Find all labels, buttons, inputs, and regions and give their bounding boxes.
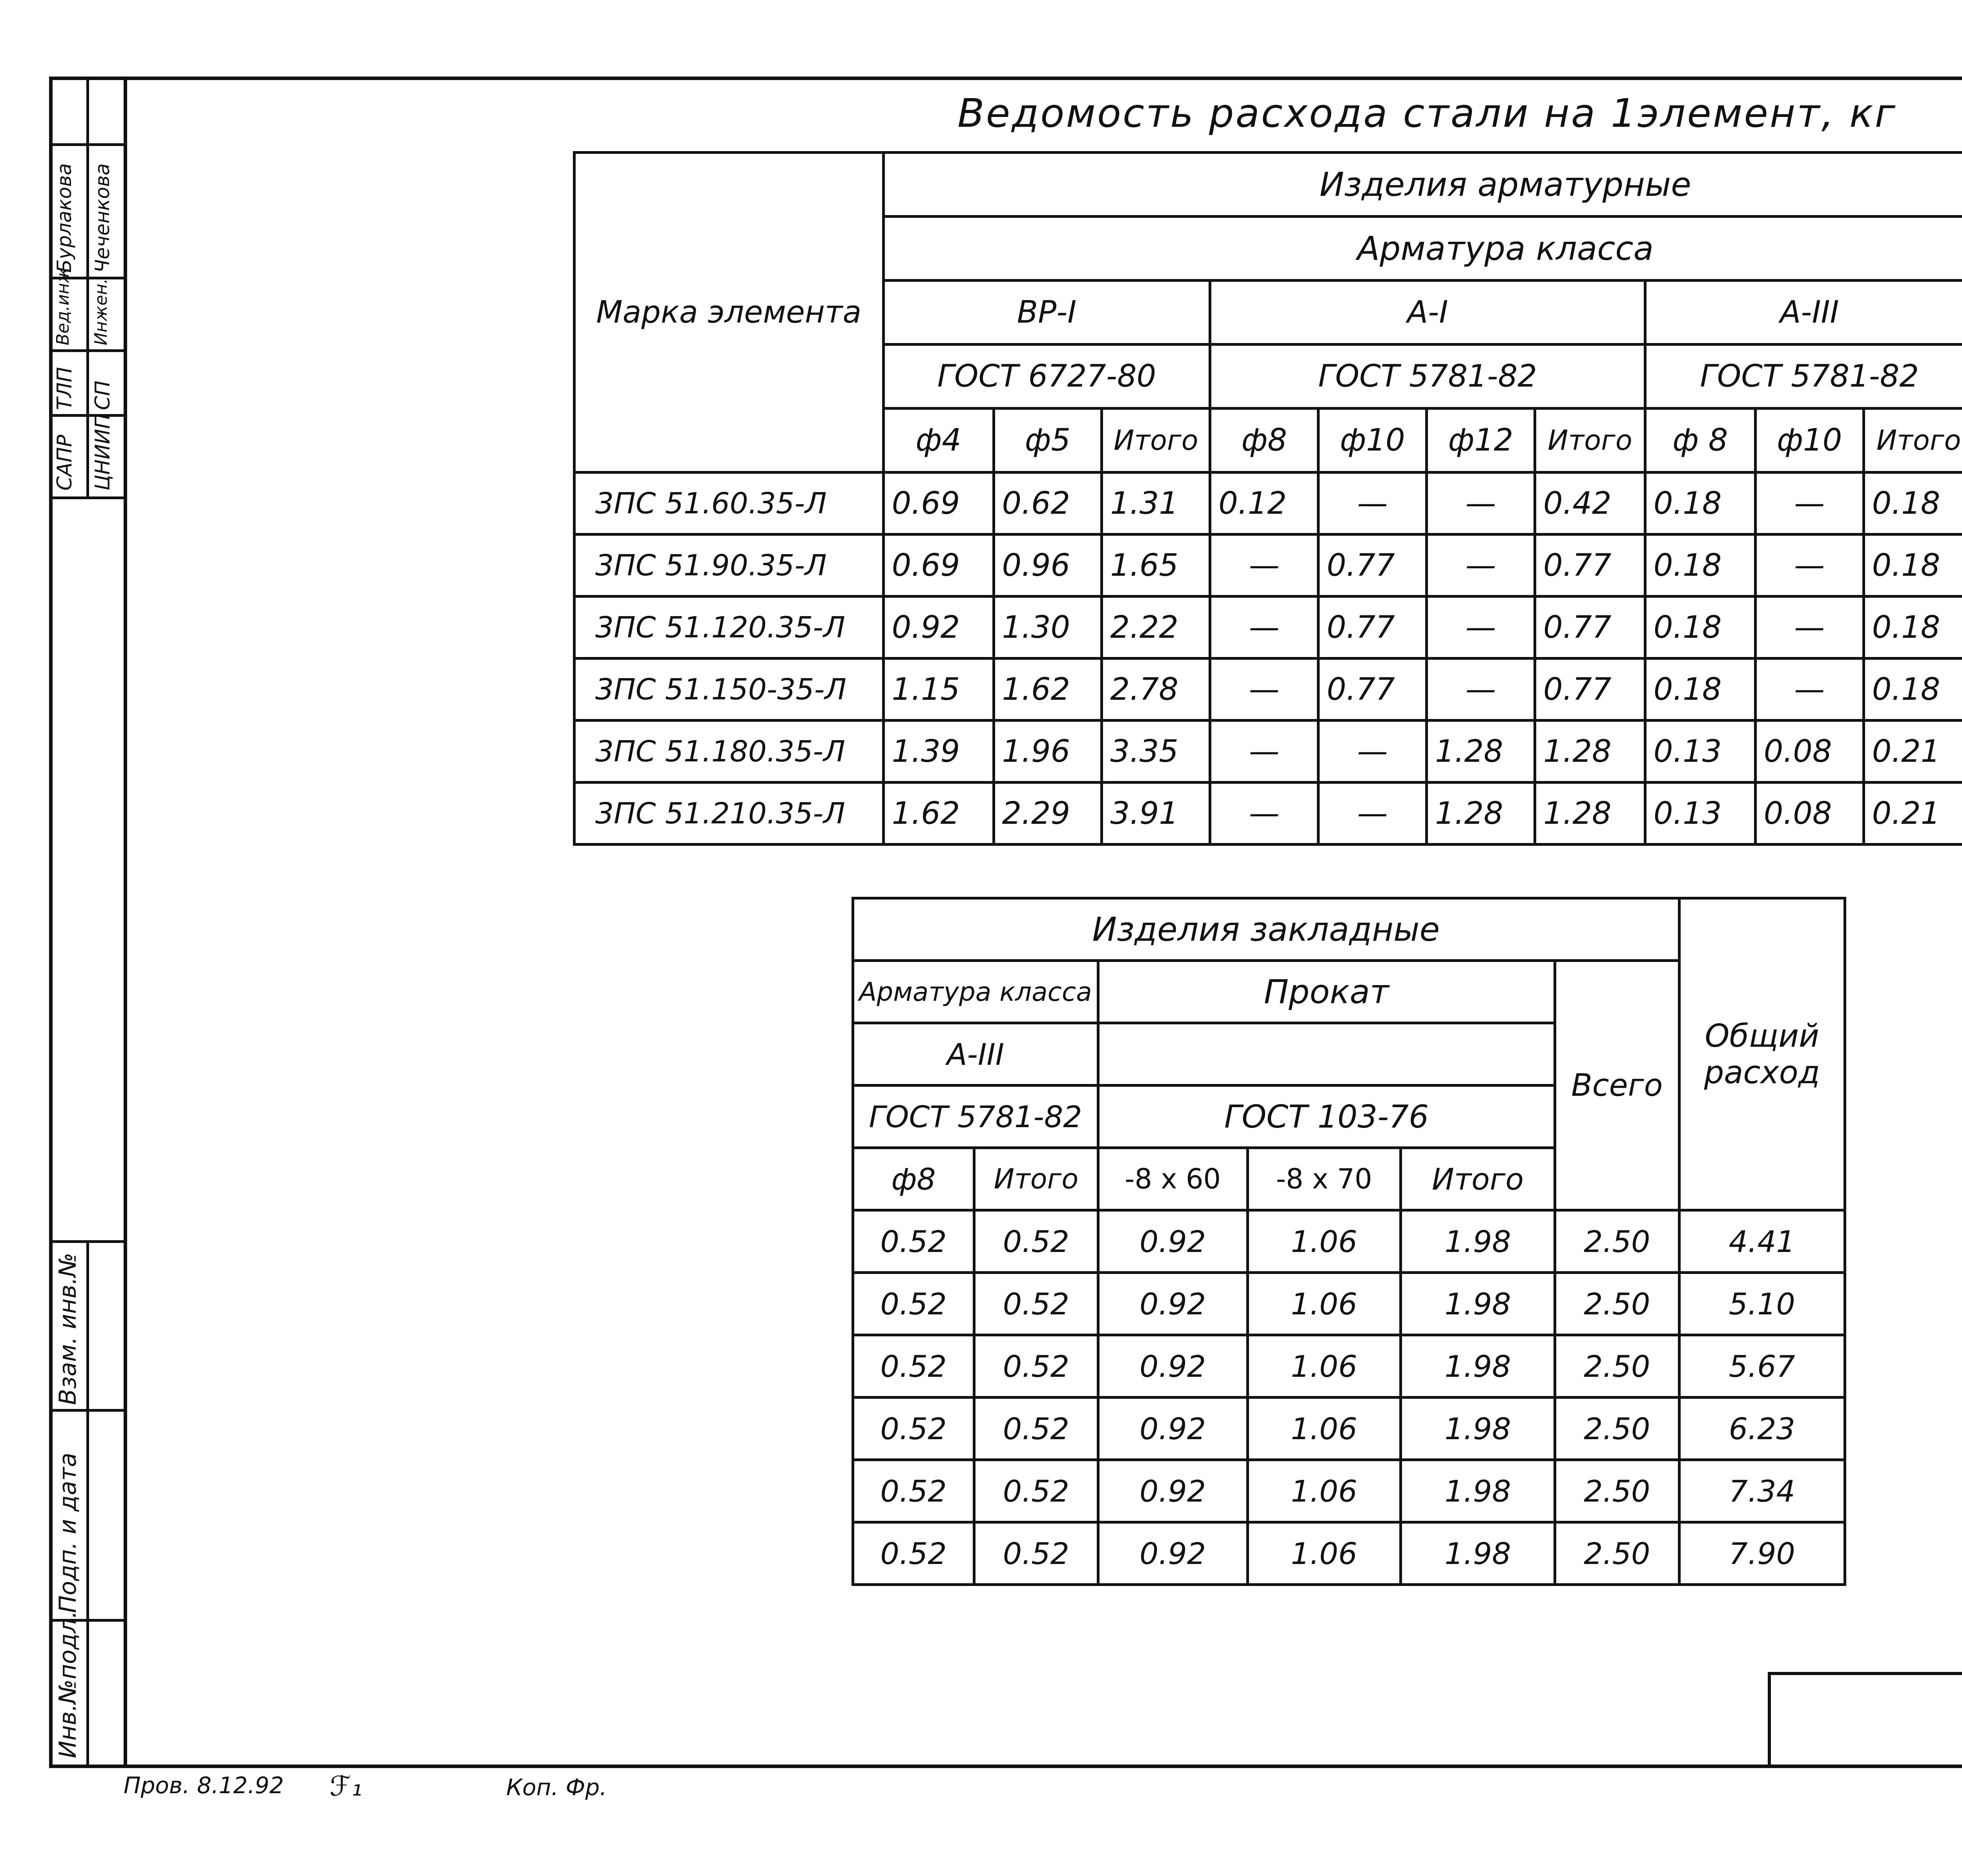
table-cell: 0.62 — [994, 473, 1102, 535]
table-cell: — — [1210, 535, 1318, 597]
table-row — [853, 1335, 1845, 1398]
class-vr1: ВР-I — [883, 281, 1210, 345]
rebar-table — [573, 151, 1962, 846]
table-cell: 5.67 — [1679, 1335, 1845, 1398]
table-cell: 0.52 — [853, 1273, 974, 1335]
stamp-podp-data: Подп. и дата — [54, 1453, 82, 1613]
stamp-sp: СП — [91, 380, 115, 410]
table-cell: 0.92 — [1098, 1398, 1247, 1460]
stamp-top-bottom-line — [49, 496, 124, 499]
table-cell: 3.91 — [1102, 783, 1210, 845]
table-cell: 1.96 — [994, 721, 1102, 783]
table-cell: 0.92 — [1098, 1522, 1247, 1585]
title-block — [1768, 1672, 1962, 1768]
stamp-top-sep3 — [49, 349, 124, 352]
table-cell: 0.18 — [1864, 535, 1962, 597]
table-cell: 0.92 — [1098, 1210, 1247, 1273]
embedded-parts-table — [852, 897, 1846, 1586]
table-cell: — — [1427, 659, 1535, 721]
table-cell: 1.06 — [1247, 1335, 1400, 1398]
table-cell: 2.50 — [1555, 1273, 1679, 1335]
table-cell: 0.92 — [883, 597, 994, 659]
col-header: ф4 — [883, 409, 994, 473]
col-header: -8 х 60 — [1098, 1148, 1247, 1210]
table-cell: 2.50 — [1555, 1335, 1679, 1398]
col-header: Итого — [1864, 409, 1962, 473]
table-cell: 7.90 — [1679, 1522, 1845, 1585]
margin-divider — [86, 77, 89, 496]
table-cell: — — [1318, 783, 1427, 845]
gost-a1: ГОСТ 5781-82 — [1210, 345, 1645, 409]
arm-gost: ГОСТ 5781-82 — [853, 1086, 1098, 1148]
class-a3: А-III — [1645, 281, 1962, 345]
table-cell: 0.12 — [1210, 473, 1318, 535]
total2-header: Всего — [1555, 961, 1679, 1210]
table-cell: 5.10 — [1679, 1273, 1845, 1335]
table-row — [574, 597, 1962, 659]
table-row — [574, 659, 1962, 721]
element-mark: 3ПС 51.90.35-Л — [574, 535, 884, 597]
table-cell: 1.98 — [1400, 1522, 1555, 1585]
table-cell: 1.98 — [1400, 1460, 1555, 1522]
stamp-tlp: ТЛП — [53, 367, 77, 410]
table-cell: 1.62 — [883, 783, 994, 845]
table-cell: — — [1427, 473, 1535, 535]
table-cell: 0.52 — [853, 1522, 974, 1585]
table-cell: 1.98 — [1400, 1273, 1555, 1335]
table-cell: 1.30 — [994, 597, 1102, 659]
table-cell: 6.23 — [1679, 1398, 1845, 1460]
table-cell: 0.18 — [1864, 659, 1962, 721]
arm-class-value: А-III — [853, 1023, 1098, 1086]
table-cell: 0.77 — [1535, 535, 1645, 597]
table-cell: 0.77 — [1318, 535, 1427, 597]
prokat-header: Прокат — [1098, 961, 1555, 1023]
table-cell: 0.52 — [974, 1273, 1098, 1335]
table-cell: 0.69 — [883, 535, 994, 597]
col-header: -8 х 70 — [1247, 1148, 1400, 1210]
table-row — [853, 1210, 1845, 1273]
table-cell: 2.22 — [1102, 597, 1210, 659]
table-cell: 2.50 — [1555, 1210, 1679, 1273]
table-cell: 4.41 — [1679, 1210, 1845, 1273]
table-cell: 0.77 — [1318, 597, 1427, 659]
table-cell: — — [1755, 535, 1864, 597]
table-cell: 1.65 — [1102, 535, 1210, 597]
table-cell: 0.21 — [1864, 721, 1962, 783]
table-cell: 0.52 — [853, 1335, 974, 1398]
gost-a3: ГОСТ 5781-82 — [1645, 345, 1962, 409]
table-cell: 0.96 — [994, 535, 1102, 597]
table-cell: 2.50 — [1555, 1522, 1679, 1585]
table-cell: 0.52 — [853, 1398, 974, 1460]
table-row — [853, 1460, 1845, 1522]
col-header: Итого — [1102, 409, 1210, 473]
stamp-ved-inzh: Вед.инж — [53, 267, 73, 345]
table-cell: 0.13 — [1645, 783, 1755, 845]
table-row — [574, 535, 1962, 597]
col-header: Итого — [1535, 409, 1645, 473]
table-row — [574, 783, 1962, 845]
col-header: ф8 — [853, 1148, 974, 1210]
table-row — [853, 1522, 1845, 1585]
table-cell: 1.98 — [1400, 1210, 1555, 1273]
table-cell: 2.78 — [1102, 659, 1210, 721]
checked-initials: ℱ₁ — [330, 1770, 363, 1802]
col-header: Итого — [974, 1148, 1098, 1210]
table-cell: — — [1427, 535, 1535, 597]
table-cell: — — [1755, 659, 1864, 721]
table-cell: — — [1318, 721, 1427, 783]
sub-header-class: Арматура класса — [883, 217, 1962, 281]
table-cell: — — [1755, 473, 1864, 535]
element-mark: 3ПС 51.180.35-Л — [574, 721, 884, 783]
table-cell: 1.06 — [1247, 1398, 1400, 1460]
table-cell: 0.18 — [1645, 535, 1755, 597]
table-cell: — — [1755, 597, 1864, 659]
table-cell: 1.15 — [883, 659, 994, 721]
table-cell: 1.28 — [1427, 783, 1535, 845]
col-header: ф5 — [994, 409, 1102, 473]
table-cell: 0.52 — [974, 1398, 1098, 1460]
element-mark: 3ПС 51.60.35-Л — [574, 473, 884, 535]
table-cell: 0.92 — [1098, 1335, 1247, 1398]
table-cell: 1.06 — [1247, 1460, 1400, 1522]
table-cell: — — [1210, 659, 1318, 721]
stamp-tsniip: ЦНИИП — [91, 413, 115, 491]
table-cell: 0.21 — [1864, 783, 1962, 845]
table-cell: 0.92 — [1098, 1460, 1247, 1522]
element-mark: 3ПС 51.120.35-Л — [574, 597, 884, 659]
margin-divider-lower — [86, 1240, 89, 1768]
mark-header: Марка элемента — [574, 153, 884, 473]
table-cell: 0.69 — [883, 473, 994, 535]
table-cell: 0.18 — [1645, 473, 1755, 535]
stamp-inzhen: Инжен. — [91, 278, 111, 345]
table-cell: 0.77 — [1535, 597, 1645, 659]
table-cell: 3.35 — [1102, 721, 1210, 783]
table-cell: 0.52 — [974, 1335, 1098, 1398]
table-cell: 0.52 — [974, 1210, 1098, 1273]
table-cell: — — [1210, 597, 1318, 659]
table-cell: 0.52 — [853, 1210, 974, 1273]
table-cell: 1.06 — [1247, 1522, 1400, 1585]
table-cell: 7.34 — [1679, 1460, 1845, 1522]
table-cell: 0.52 — [974, 1460, 1098, 1522]
table-cell: 1.28 — [1535, 783, 1645, 845]
group-header-rebar: Изделия арматурные — [883, 153, 1962, 217]
group-header-embedded: Изделия закладные — [853, 898, 1679, 961]
table-cell: 0.18 — [1645, 659, 1755, 721]
table-cell: 1.62 — [994, 659, 1102, 721]
element-mark: 3ПС 51.210.35-Л — [574, 783, 884, 845]
stamp-inv-podl: Инв.№подл. — [54, 1611, 82, 1758]
table-cell: 1.06 — [1247, 1273, 1400, 1335]
table-cell: — — [1210, 721, 1318, 783]
table-cell: 1.28 — [1427, 721, 1535, 783]
table-cell: 0.42 — [1535, 473, 1645, 535]
stamp-sapr: САПР — [53, 434, 77, 491]
copied-note: Коп. Фр. — [506, 1774, 607, 1801]
table-cell: — — [1210, 783, 1318, 845]
sheet-title: Ведомость расхода стали на 1элемент, кг — [957, 90, 1897, 136]
table-cell: 1.39 — [883, 721, 994, 783]
table-cell: 0.77 — [1318, 659, 1427, 721]
table-cell: 1.98 — [1400, 1398, 1555, 1460]
arm-class-header: Арматура класса — [853, 961, 1098, 1023]
stamp-bottom-top-line — [49, 1240, 124, 1243]
table-cell: 0.18 — [1864, 597, 1962, 659]
table-cell: 0.52 — [974, 1522, 1098, 1585]
table-cell: 1.28 — [1535, 721, 1645, 783]
stamp-burlakova: Бурлакова — [53, 163, 76, 273]
prokat-gost: ГОСТ 103-76 — [1098, 1086, 1555, 1148]
table-cell: 2.50 — [1555, 1460, 1679, 1522]
class-a1: А-I — [1210, 281, 1645, 345]
gost-vr1: ГОСТ 6727-80 — [883, 345, 1210, 409]
col-header: Итого — [1400, 1148, 1555, 1210]
table-cell: 1.06 — [1247, 1210, 1400, 1273]
table-row — [853, 1398, 1845, 1460]
prokat-empty — [1098, 1023, 1555, 1086]
checked-note: Пров. 8.12.92 — [124, 1772, 284, 1799]
overall-header: Общий расход — [1679, 898, 1845, 1210]
table-cell: 2.50 — [1555, 1398, 1679, 1460]
table-cell: 1.31 — [1102, 473, 1210, 535]
table-row — [574, 721, 1962, 783]
stamp-top-sep1 — [49, 143, 124, 146]
stamp-chechenkova: Чеченкова — [91, 163, 114, 273]
stamp-vzam-inv: Взам. инв.№ — [54, 1252, 82, 1405]
col-header: ф10 — [1318, 409, 1427, 473]
table-cell: 0.13 — [1645, 721, 1755, 783]
stamp-bottom-sep1 — [49, 1409, 124, 1412]
col-header: ф 8 — [1645, 409, 1755, 473]
table-cell: — — [1318, 473, 1427, 535]
table-cell: 2.29 — [994, 783, 1102, 845]
table-cell: 0.18 — [1864, 473, 1962, 535]
table-cell: 1.98 — [1400, 1335, 1555, 1398]
table-cell: 0.08 — [1755, 721, 1864, 783]
table-cell: 0.52 — [853, 1460, 974, 1522]
element-mark: 3ПС 51.150-35-Л — [574, 659, 884, 721]
table-cell: — — [1427, 597, 1535, 659]
table-cell: 0.92 — [1098, 1273, 1247, 1335]
col-header: ф8 — [1210, 409, 1318, 473]
table-cell: 0.08 — [1755, 783, 1864, 845]
table-cell: 0.18 — [1645, 597, 1755, 659]
table-row — [853, 1273, 1845, 1335]
col-header: ф12 — [1427, 409, 1535, 473]
table-row — [574, 473, 1962, 535]
col-header: ф10 — [1755, 409, 1864, 473]
table-cell: 0.77 — [1535, 659, 1645, 721]
